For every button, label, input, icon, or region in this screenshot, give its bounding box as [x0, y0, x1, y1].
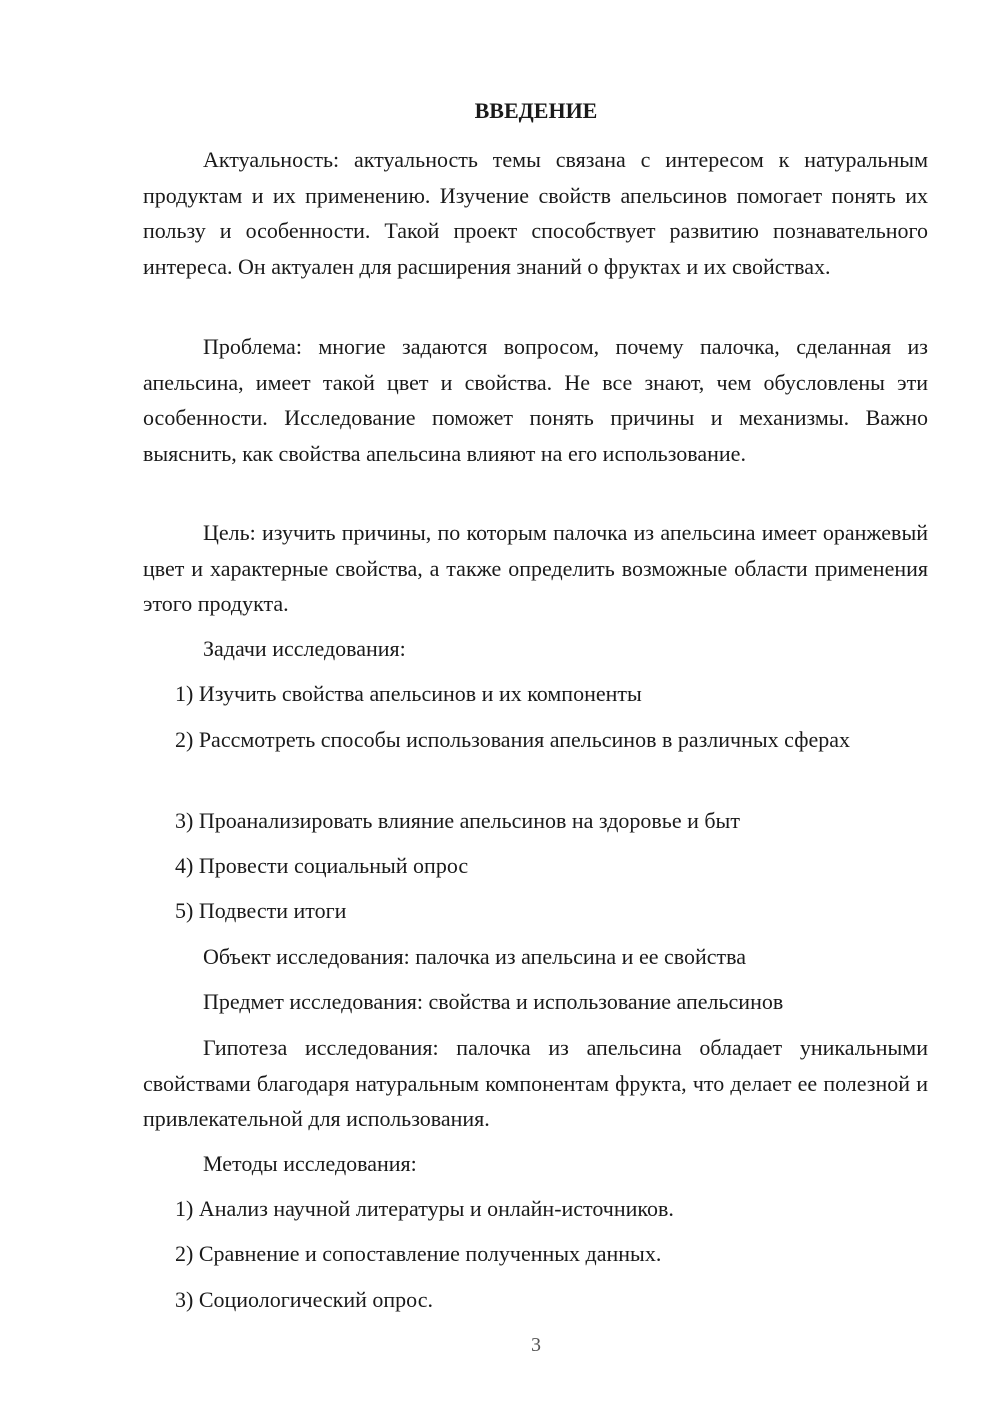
object-paragraph: Объект исследования: палочка из апельсина и ее свойства	[203, 944, 746, 969]
relevance-paragraph: Актуальность: актуальность темы связана с интересом к натуральным продуктам и их применению. Изучение свойств апельсинов помогает понять их пользу и особенности. Такой проект способствует развитию познавательного интереса. Он актуален для расширения знаний о фруктах и их свойствах.	[143, 147, 928, 279]
goal-paragraph: Цель: изучить причины, по которым палочка из апельсина имеет оранжевый цвет и характерные свойства, а также определить возможные области применения этого продукта.	[143, 520, 928, 616]
hypothesis-paragraph: Гипотеза исследования: палочка из апельсина обладает уникальными свойствами благодаря натуральным компонентам фрукта, что делает ее полезной и привлекательной для использования.	[143, 1035, 928, 1131]
task-item: 3) Проанализировать влияние апельсинов на здоровье и быт	[175, 808, 740, 833]
method-item: 3) Социологический опрос.	[175, 1287, 433, 1312]
section-title: ВВЕДЕНИЕ	[474, 98, 598, 123]
page-number: 3	[531, 1334, 541, 1356]
subject-paragraph: Предмет исследования: свойства и использование апельсинов	[203, 989, 784, 1014]
method-item: 2) Сравнение и сопоставление полученных данных.	[175, 1241, 662, 1266]
task-item: 2) Рассмотреть способы использования апельсинов в различных сферах	[175, 727, 850, 752]
task-item: 5) Подвести итоги	[175, 898, 347, 923]
methods-heading: Методы исследования:	[203, 1151, 417, 1176]
problem-paragraph: Проблема: многие задаются вопросом, почему палочка, сделанная из апельсина, имеет такой цвет и свойства. Не все знают, чем обусловлены эти особенности. Исследование поможет понять причины и механизмы. Важно выяснить, как свойства апельсина влияют на его использование.	[143, 334, 928, 466]
task-item: 1) Изучить свойства апельсинов и их компоненты	[175, 681, 642, 706]
task-item: 4) Провести социальный опрос	[175, 853, 469, 878]
method-item: 1) Анализ научной литературы и онлайн-источников.	[175, 1196, 674, 1221]
tasks-heading: Задачи исследования:	[203, 636, 406, 661]
